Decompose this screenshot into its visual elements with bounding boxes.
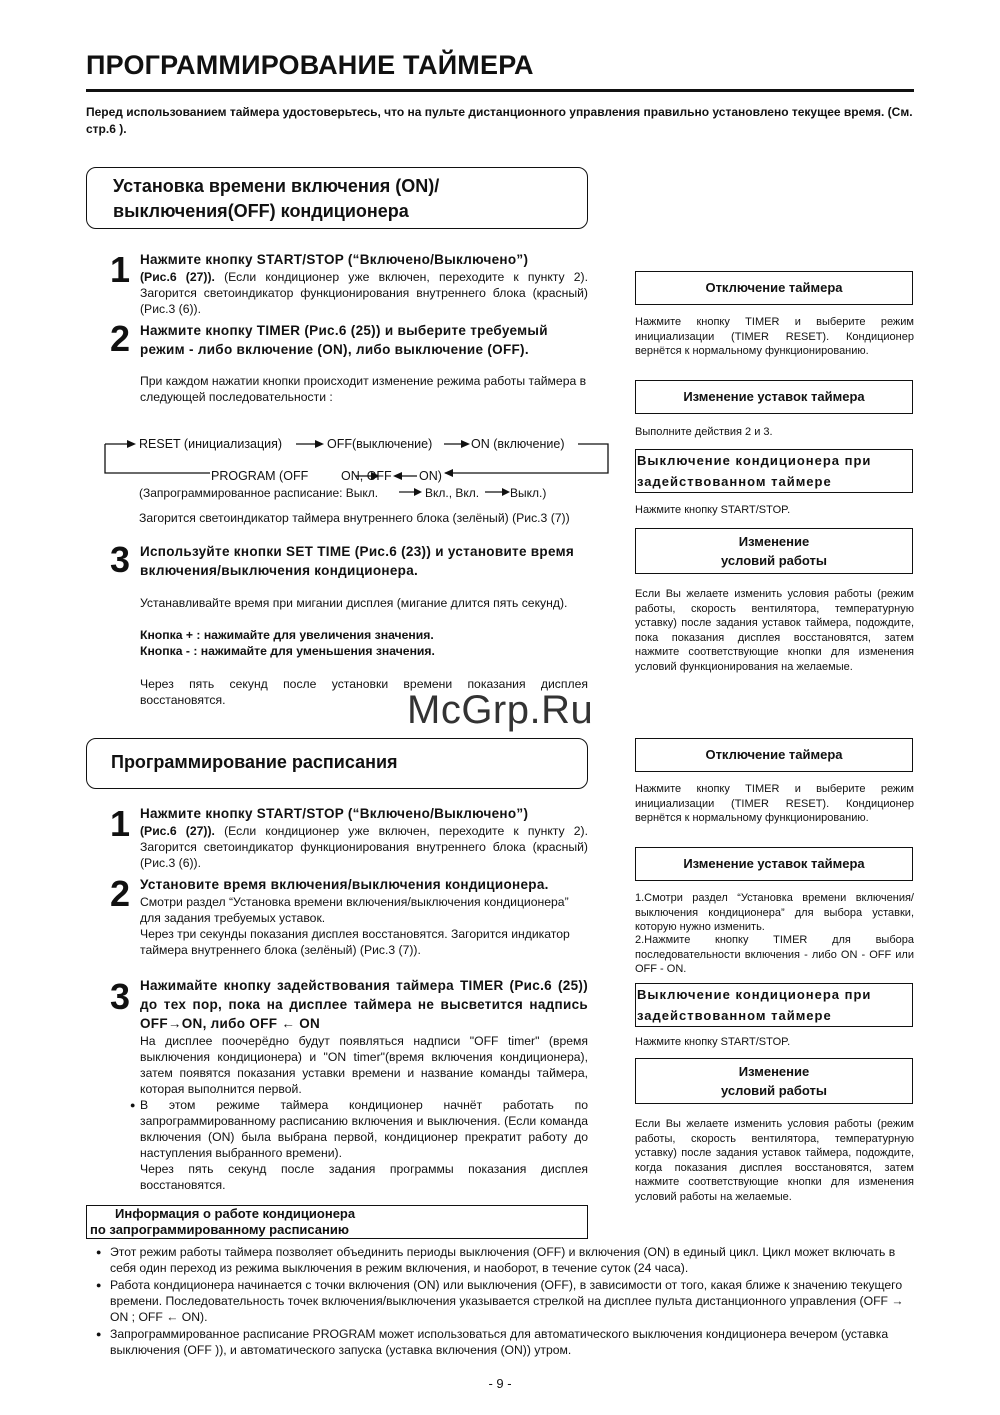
s1-step3-text: Устанавливайте время при мигании дисплея (мигание длится пять секунд). (140, 596, 568, 610)
list-item: ● Запрограммированное расписание PROGRAM может использоваться для автоматического выключения кондиционера вечером (уставка выключения (OFF )), и автоматического запуска (уставка включения (ON)) утром. (96, 1326, 916, 1358)
right-arrow-icon: → (167, 1016, 182, 1031)
list-item: ● Работа кондиционера начинается с точки включения (ON) или выключения (OFF), в зависимости от того, какая ближе к значению текущего времени. Последовательность точек включения/выключения указывается стрелкой на дисплее пульта дистанционного управления (OFF → ON ; OFF ← ON). (96, 1277, 916, 1325)
flow-reset: RESET (инициализация) (139, 437, 283, 451)
s2-step1-body: (Если кондиционер уже включен, переходите к пункту 2). Загорится светоиндикатор функционирования внутреннего блока (красный) (Рис.3 (6)). (140, 824, 588, 870)
s1-step1-text (140, 269, 588, 317)
s2-step1-ref: (Рис.6 (27)). (140, 824, 215, 838)
left-arrow-icon: ← (281, 1016, 296, 1031)
r1-stop-title-line2: задействованном таймере (637, 474, 832, 489)
intro-text: Перед использованием таймера удостоверьтесь, что на пульте дистанционного управления правильно установлено текущее время. (См. стр.6 ). (86, 105, 913, 136)
bullet-icon: ● (130, 1100, 136, 1110)
r2-stop-with-timer-text: Нажмите кнопку START/STOP. (635, 1036, 791, 1048)
s2-step3-text2: Через пять секунд после задания программы показания дисплея восстановятся. (140, 1162, 588, 1192)
r1-change-conditions-text: Если Вы желаете изменить условия работы (режим работы, скорость вентилятора, температурную уставку) после задания уставок таймера, подождите, пока показания дисплея восстановятся, затем нажмите соответствующие кнопки для изменения условий функционирования на желаемые. (635, 588, 914, 673)
s2-step2-text1: Смотри раздел “Установка времени включения/выключения кондиционера” для задания требуемых уставок. (140, 895, 569, 925)
r2-cancel-timer-title: Отключение таймера (635, 738, 913, 772)
s2-step2-text2: Через три секунды показания дисплея восстановятся. Загорится индикатор таймера внутреннего блока (зелёный) (Рис.3 (7)). (140, 927, 570, 957)
r2-change-conditions-title (635, 1058, 913, 1104)
button-plus-note: Кнопка + : нажимайте для увеличения значения. (140, 628, 434, 642)
flow-schedule-a: (Запрограммированное расписание: Выкл. (139, 486, 379, 500)
s1-step2-number: 2 (110, 318, 131, 359)
r1-stop-title-line1: Выключение кондиционера при (637, 453, 872, 468)
title-rule (86, 89, 914, 92)
info-box (86, 1205, 588, 1239)
r2-cond-title-line1: Изменение (738, 1064, 810, 1079)
r1-cancel-timer-title: Отключение таймера (635, 271, 913, 305)
r1-change-settings-title: Изменение уставок таймера (635, 380, 913, 414)
flow-program-a: PROGRAM (OFF (211, 469, 309, 483)
r1-cancel-timer-text: Нажмите кнопку TIMER и выберите режим инициализации (TIMER RESET). Кондиционер вернётся к нормальному функционированию. (635, 316, 914, 357)
r2-cancel-timer-text: Нажмите кнопку TIMER и выберите режим инициализации (TIMER RESET). Кондиционер вернётся к нормальному функционированию. (635, 783, 914, 824)
r1-cond-title-line1: Изменение (738, 534, 810, 549)
s2-step1-text (140, 823, 588, 871)
section1-heading (86, 167, 588, 229)
s1-step1-ref: (Рис.6 (27)). (140, 270, 215, 284)
s2-step2-number: 2 (110, 873, 131, 914)
flow-program-b: ON, OFF (341, 469, 392, 483)
r2-stop-title-line2: задействованном таймере (637, 1008, 832, 1023)
r1-change-conditions-title (635, 528, 913, 574)
watermark: McGrp.Ru (407, 688, 594, 732)
s1-step3-number: 3 (110, 539, 131, 580)
s2-step3-text1: На дисплее поочерёдно будут появляться надписи "OFF timer" (время выключения кондиционера) и "ON timer"(время включения кондиционера), затем появятся показания уставки времени и название команды таймера, которая выполнится первой. (140, 1034, 588, 1096)
s2-step3-title-a: Нажимайте кнопку задействования таймера TIMER (Рис.6 (25)) до тех пор, пока на дисплее таймера не высветится надпись OFF (140, 978, 588, 1031)
s1-step3-title: Используйте кнопки SET TIME (Рис.6 (23)) и установите время включения/выключения кондиционера. (140, 544, 575, 578)
s2-step1-number: 1 (110, 803, 131, 844)
flow-schedule-c: Выкл.) (510, 486, 547, 500)
flow-on: ON (включение) (471, 437, 565, 451)
r1-stop-with-timer-text: Нажмите кнопку START/STOP. (635, 504, 791, 516)
green-led-note: Загорится светоиндикатор таймера внутреннего блока (зелёный) (Рис.3 (7)) (139, 511, 570, 525)
section2-heading: Программирование расписания (86, 738, 588, 789)
s2-step2 (140, 875, 590, 958)
r2-change-settings-text1: 1.Смотри раздел “Установка времени включения/ выключения кондиционера” для выбора уставки, которую нужно изменить. (635, 892, 914, 933)
s1-step2-text: При каждом нажатии кнопки происходит изменение режима работы таймера в следующей последовательности : (140, 374, 587, 404)
r2-stop-with-timer-title (635, 983, 913, 1027)
r2-change-settings-text2: 2.Нажмите кнопку TIMER для выбора последовательности включения - либо ON - OFF или OFF - ON. (635, 934, 914, 975)
flow-schedule-b: Вкл., Вкл. (425, 486, 480, 500)
info-box-line1: Информация о работе кондиционера (115, 1206, 356, 1221)
s2-step3-bullet (130, 1097, 588, 1161)
s2-step1-title: Нажмите кнопку START/STOP (“Включено/Выключено”) (140, 806, 529, 821)
s1-step1-body: (Если кондиционер уже включен, переходите к пункту 2). Загорится светоиндикатор функционирования внутреннего блока (красный) (Рис.3 (6)). (140, 270, 588, 316)
s1-step1 (140, 250, 588, 317)
info-box-line2: по запрограммированному расписанию (90, 1222, 349, 1237)
s2-step2-title: Установите время включения/выключения кондиционера. (140, 877, 549, 892)
s1-step3-after: Через пять секунд после установки времени показания дисплея восстановятся. (140, 677, 588, 707)
page-number: - 9 - (488, 1376, 512, 1391)
s2-step3-title-b: ON, либо OFF (181, 1016, 278, 1031)
flow-off: OFF(выключение) (327, 437, 433, 451)
page-title: ПРОГРАММИРОВАНИЕ ТАЙМЕРА (86, 50, 534, 80)
list-item: ● Этот режим работы таймера позволяет объединить периоды выключения (OFF) и включения (ON) в единый цикл. Цикл может включать в себя один переход из режима выключения в режим включения, и наоборот, в течение суток (24 часа). (96, 1244, 916, 1276)
r2-change-settings-title: Изменение уставок таймера (635, 847, 913, 881)
r2-change-conditions-text: Если Вы желаете изменить условия работы (режим работы, скорость вентилятора, температурную уставку) после задания уставок таймера, подождите, когда показания дисплея восстановятся, затем нажмите соответствующие кнопки для изменения условий работы на желаемые. (635, 1118, 914, 1203)
s2-step3 (130, 976, 588, 1193)
s2-step3-number: 3 (110, 976, 131, 1017)
info-bullets (96, 1244, 916, 1359)
r1-cond-title-line2: условий работы (720, 553, 828, 568)
button-minus-note: Кнопка - : нажимайте для уменьшения значения. (140, 644, 435, 658)
s1-step2-title: Нажмите кнопку TIMER (Рис.6 (25)) и выберите требуемый режим - либо включение (ON), либо выключение (OFF). (140, 323, 548, 357)
section1-title-line1: Установка времени включения (ON)/ (113, 176, 440, 196)
flow-program-c: ON) (419, 469, 442, 483)
s2-step3-title-c: ON (299, 1016, 321, 1031)
r1-change-settings-text: Выполните действия 2 и 3. (635, 426, 773, 438)
section1-title-line2: выключения(OFF) кондиционера (113, 201, 409, 221)
r2-cond-title-line2: условий работы (720, 1083, 828, 1098)
r1-stop-with-timer-title (635, 449, 913, 493)
s2-step3-title (140, 976, 588, 1033)
s1-step1-title: Нажмите кнопку START/STOP (“Включено/Выключено”) (140, 252, 529, 267)
r2-stop-title-line1: Выключение кондиционера при (637, 987, 872, 1002)
s1-step1-number: 1 (110, 249, 131, 290)
s2-step1 (140, 804, 588, 871)
s2-step3-bullet-text: В этом режиме таймера кондиционер начнёт работать по запрограммированному расписанию включения и выключения. (Если команда включения (ON) была выбрана первой, кондиционер прекратит работу до наступления выбранного времени). (140, 1098, 588, 1160)
